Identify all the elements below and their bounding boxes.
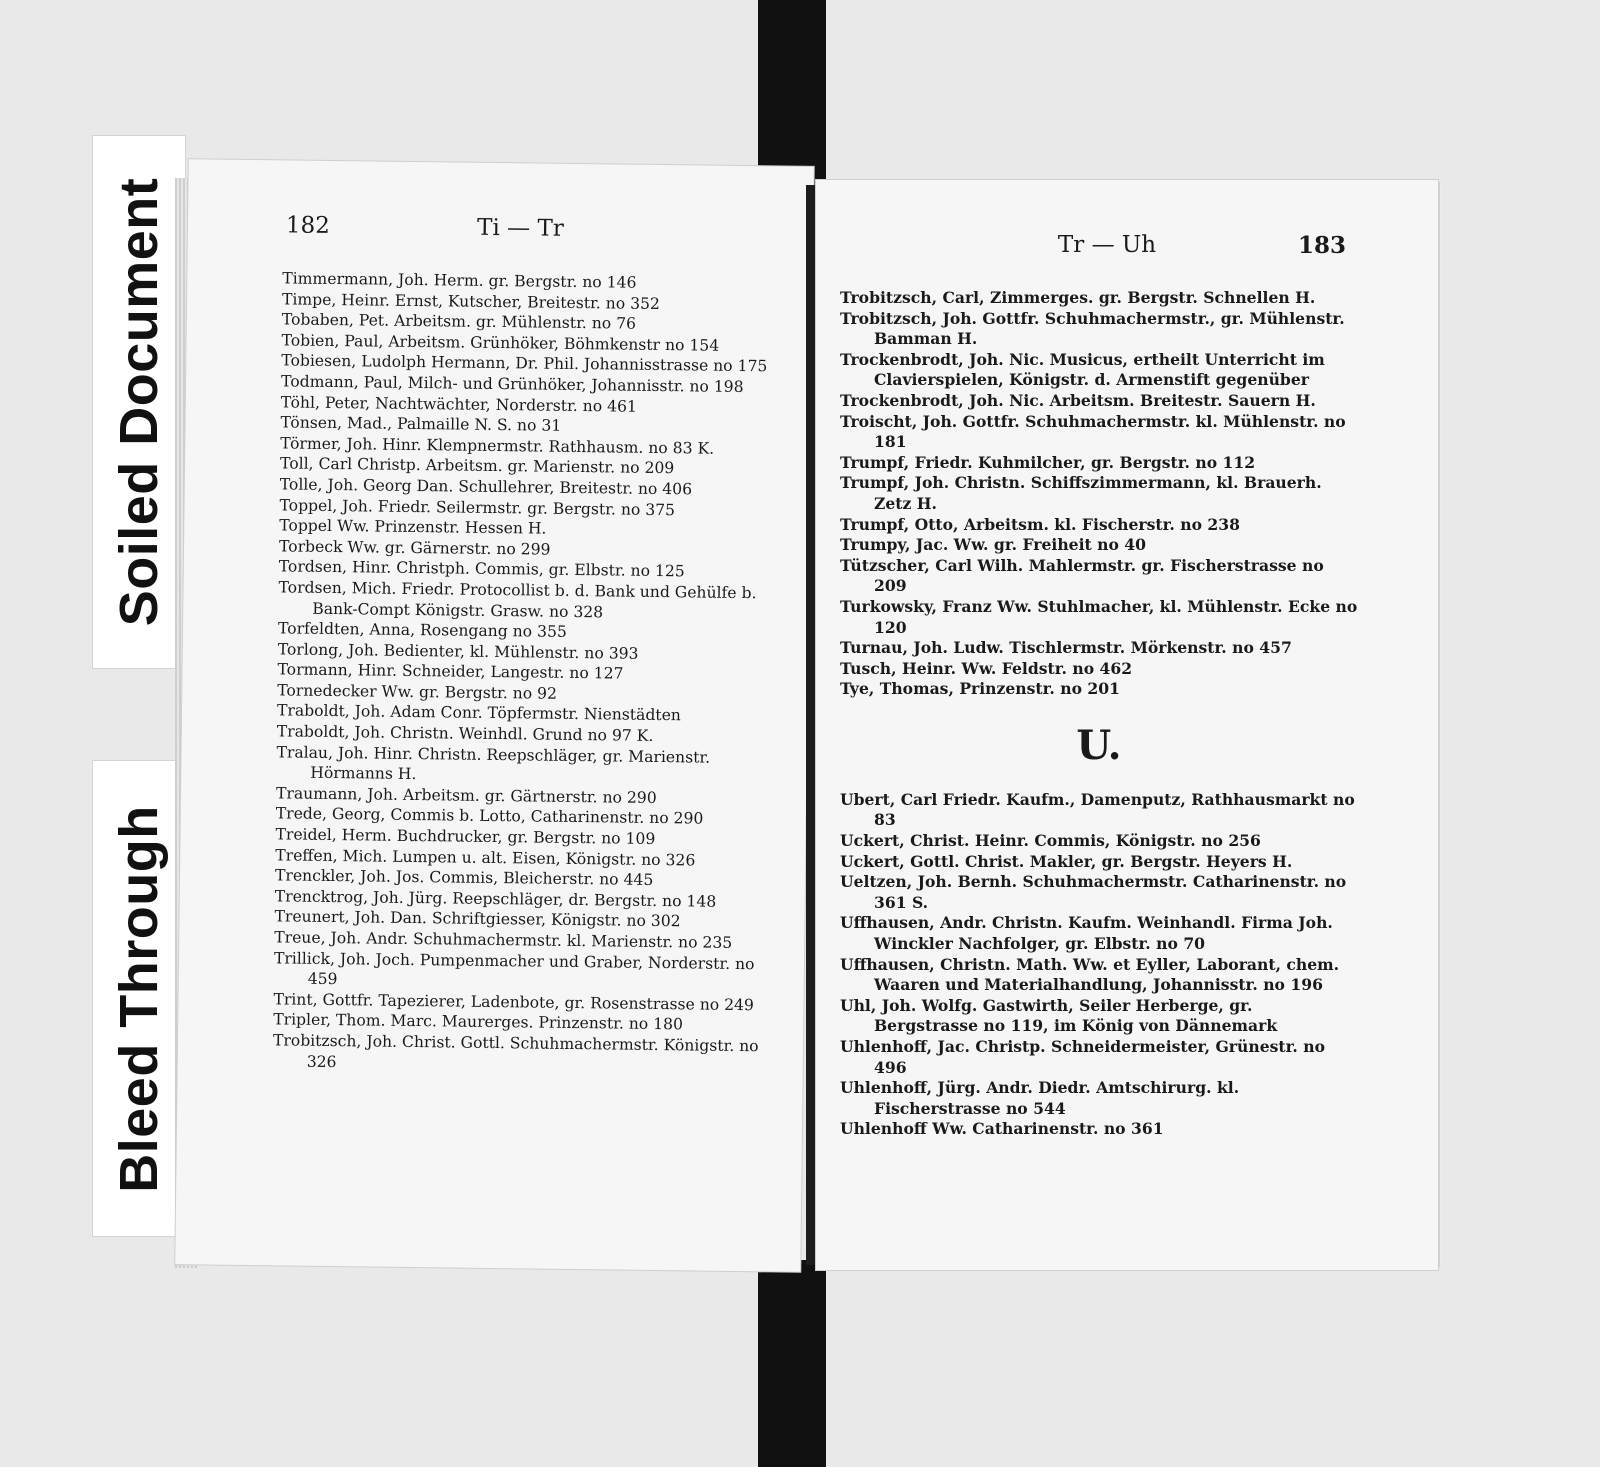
directory-entry: Trede, Georg, Commis b. Lotto, Catharinenstr. no 290: [275, 804, 704, 828]
directory-entry: Uhlenhoff, Jac. Christp. Schneidermeister, Grünestr. no 496: [840, 1037, 1325, 1077]
directory-entry: Treidel, Herm. Buchdrucker, gr. Bergstr. no 109: [275, 825, 656, 849]
left-page-header: [188, 211, 813, 255]
running-head: Tr — Uh: [1057, 232, 1157, 258]
directory-entry: Uffhausen, Andr. Christn. Kaufm. Weinhandl. Firma Joh. Winckler Nachfolger, gr. Elbstr. no 70: [840, 913, 1333, 954]
directory-entry: Trobitzsch, Carl, Zimmerges. gr. Bergstr. Schnellen H.: [840, 288, 1316, 307]
right-page-header: [816, 232, 1438, 268]
directory-entry: Trobitzsch, Joh. Gottfr. Schuhmachermstr., gr. Mühlenstr. Bamman H.: [840, 308, 1345, 349]
directory-entry: Tripler, Thom. Marc. Maurerges. Prinzenstr. no 180: [273, 1010, 684, 1034]
directory-entry: Uckert, Christ. Heinr. Commis, Königstr. no 256: [840, 831, 1261, 851]
directory-entry: Toppel Ww. Prinzenstr. Hessen H.: [279, 516, 547, 538]
bleed-through-text: Bleed Through: [109, 804, 169, 1193]
t-entries: [840, 288, 1358, 700]
directory-entry: Uffhausen, Christn. Math. Ww. et Eyller, Laborant, chem. Waaren und Materialhandlung, Johannisstr. no 196: [840, 954, 1340, 995]
right-page: [816, 180, 1438, 1270]
left-entry-list: [273, 268, 783, 1077]
soiled-document-text: Soiled Document: [109, 177, 169, 627]
directory-entry: Tönsen, Mad., Palmaille N. S. no 31: [280, 413, 562, 435]
directory-entry: Uckert, Gottl. Christ. Makler, gr. Bergstr. Heyers H.: [840, 851, 1293, 871]
directory-entry: Turkowsky, Franz Ww. Stuhlmacher, kl. Mühlenstr. Ecke no 120: [840, 596, 1358, 637]
directory-entry: Tolle, Joh. Georg Dan. Schullehrer, Breitestr. no 406: [279, 475, 693, 499]
directory-entry: Todmann, Paul, Milch- und Grünhöker, Johannisstr. no 198: [280, 372, 744, 396]
directory-entry: Trumpf, Friedr. Kuhmilcher, gr. Bergstr. no 112: [840, 452, 1256, 472]
directory-entry: Traumann, Joh. Arbeitsm. gr. Gärtnerstr. no 290: [275, 784, 657, 807]
directory-entry: Tordsen, Mich. Friedr. Protocollist b. d. Bank und Gehülfe b. Bank-Compt Königstr. Grasw. no 328: [278, 578, 757, 621]
directory-entry: Uhlenhoff Ww. Catharinenstr. no 361: [840, 1119, 1164, 1139]
soiled-document-label: [92, 135, 186, 669]
directory-entry: Trumpf, Otto, Arbeitsm. kl. Fischerstr. no 238: [840, 514, 1240, 534]
directory-entry: Timpe, Heinr. Ernst, Kutscher, Breitestr. no 352: [281, 289, 661, 313]
directory-entry: Treffen, Mich. Lumpen u. alt. Eisen, Königstr. no 326: [275, 845, 696, 870]
directory-entry: Törmer, Joh. Hinr. Klempnermstr. Rathhausm. no 83 K.: [280, 434, 715, 458]
directory-entry: Turnau, Joh. Ludw. Tischlermstr. Mörkenstr. no 457: [840, 638, 1292, 658]
directory-entry: Traboldt, Joh. Christn. Weinhdl. Grund no 97 K.: [276, 722, 654, 746]
directory-entry: Trenckler, Joh. Jos. Commis, Bleicherstr. no 445: [274, 866, 654, 890]
directory-entry: Ubert, Carl Friedr. Kaufm., Damenputz, Rathhausmarkt no 83: [840, 789, 1355, 830]
directory-entry: Tützscher, Carl Wilh. Mahlermstr. gr. Fischerstrasse no 209: [840, 555, 1324, 596]
directory-entry: Timmermann, Joh. Herm. gr. Bergstr. no 146: [282, 269, 637, 292]
right-entry-list: [840, 288, 1358, 1140]
directory-entry: Tobien, Paul, Arbeitsm. Grünhöker, Böhmkenstr no 154: [281, 331, 720, 355]
directory-entry: Torlong, Joh. Bedienter, kl. Mühlenstr. no 393: [277, 640, 639, 663]
page-number: 183: [1297, 232, 1346, 259]
directory-entry: Ueltzen, Joh. Bernh. Schuhmachermstr. Catharinenstr. no 361 S.: [840, 872, 1347, 912]
left-page: [175, 159, 813, 1272]
directory-entry: Traboldt, Joh. Adam Conr. Töpfermstr. Nienstädten: [276, 701, 682, 725]
directory-entry: Trockenbrodt, Joh. Nic. Musicus, ertheilt Unterricht im Clavierspielen, Königstr. d. Armenstift gegenüber: [840, 349, 1325, 390]
directory-entry: Tordsen, Hinr. Christph. Commis, gr. Elbstr. no 125: [278, 557, 685, 581]
running-head: Ti — Tr: [476, 214, 564, 242]
directory-entry: Troischt, Joh. Gottfr. Schuhmachermstr. kl. Mühlenstr. no 181: [840, 411, 1346, 452]
bleed-through-label: [92, 760, 186, 1237]
directory-entry: Tobiesen, Ludolph Hermann, Dr. Phil. Johannisstrasse no 175: [281, 351, 768, 376]
directory-entry: Treunert, Joh. Dan. Schriftgiesser, Königstr. no 302: [274, 907, 681, 931]
directory-entry: Uhlenhoff, Jürg. Andr. Diedr. Amtschirurg. kl. Fischerstrasse no 544: [840, 1078, 1240, 1118]
directory-entry: Tusch, Heinr. Ww. Feldstr. no 462: [840, 658, 1133, 678]
directory-entry: Toll, Carl Christp. Arbeitsm. gr. Marienstr. no 209: [279, 454, 675, 478]
directory-entry: Trillick, Joh. Joch. Pumpenmacher und Graber, Norderstr. no 459: [273, 948, 755, 989]
directory-entry: Tornedecker Ww. gr. Bergstr. no 92: [277, 681, 558, 703]
directory-entry: Tye, Thomas, Prinzenstr. no 201: [840, 679, 1120, 699]
directory-entry: Trumpf, Joh. Christn. Schiffszimmermann, kl. Brauerh. Zetz H.: [840, 473, 1322, 513]
directory-entry: Töhl, Peter, Nachtwächter, Norderstr. no 461: [280, 392, 637, 416]
binding-strip-top: [758, 0, 826, 190]
directory-entry: Trobitzsch, Joh. Christ. Gottl. Schuhmachermstr. Königstr. no 326: [272, 1031, 759, 1071]
directory-entry: Trockenbrodt, Joh. Nic. Arbeitsm. Breitestr. Sauern H.: [840, 390, 1316, 410]
directory-entry: Tormann, Hinr. Schneider, Langestr. no 127: [277, 660, 624, 683]
directory-entry: Toppel, Joh. Friedr. Seilermstr. gr. Bergstr. no 375: [279, 495, 676, 519]
directory-entry: Tobaben, Pet. Arbeitsm. gr. Mühlenstr. no 76: [281, 310, 637, 333]
u-entries: [840, 790, 1358, 1140]
directory-entry: Tralau, Joh. Hinr. Christn. Reepschläger, gr. Marienstr. Hörmanns H.: [276, 742, 711, 784]
directory-entry: Torfeldten, Anna, Rosengang no 355: [277, 619, 567, 641]
directory-entry: Trencktrog, Joh. Jürg. Reepschläger, dr. Bergstr. no 148: [274, 887, 717, 911]
directory-entry: Trumpy, Jac. Ww. gr. Freiheit no 40: [840, 535, 1146, 555]
section-heading: U.: [1076, 721, 1122, 769]
directory-entry: Torbeck Ww. gr. Gärnerstr. no 299: [278, 537, 551, 559]
directory-entry: Treue, Joh. Andr. Schuhmachermstr. kl. Marienstr. no 235: [274, 928, 733, 952]
page-number: 182: [285, 212, 331, 239]
directory-entry: Uhl, Joh. Wolfg. Gastwirth, Seiler Herberge, gr. Bergstrasse no 119, im König von Dännemark: [840, 995, 1278, 1036]
directory-entry: Trint, Gottfr. Tapezierer, Ladenbote, gr. Rosenstrasse no 249: [273, 990, 755, 1014]
binding-strip-bottom: [758, 1260, 826, 1467]
